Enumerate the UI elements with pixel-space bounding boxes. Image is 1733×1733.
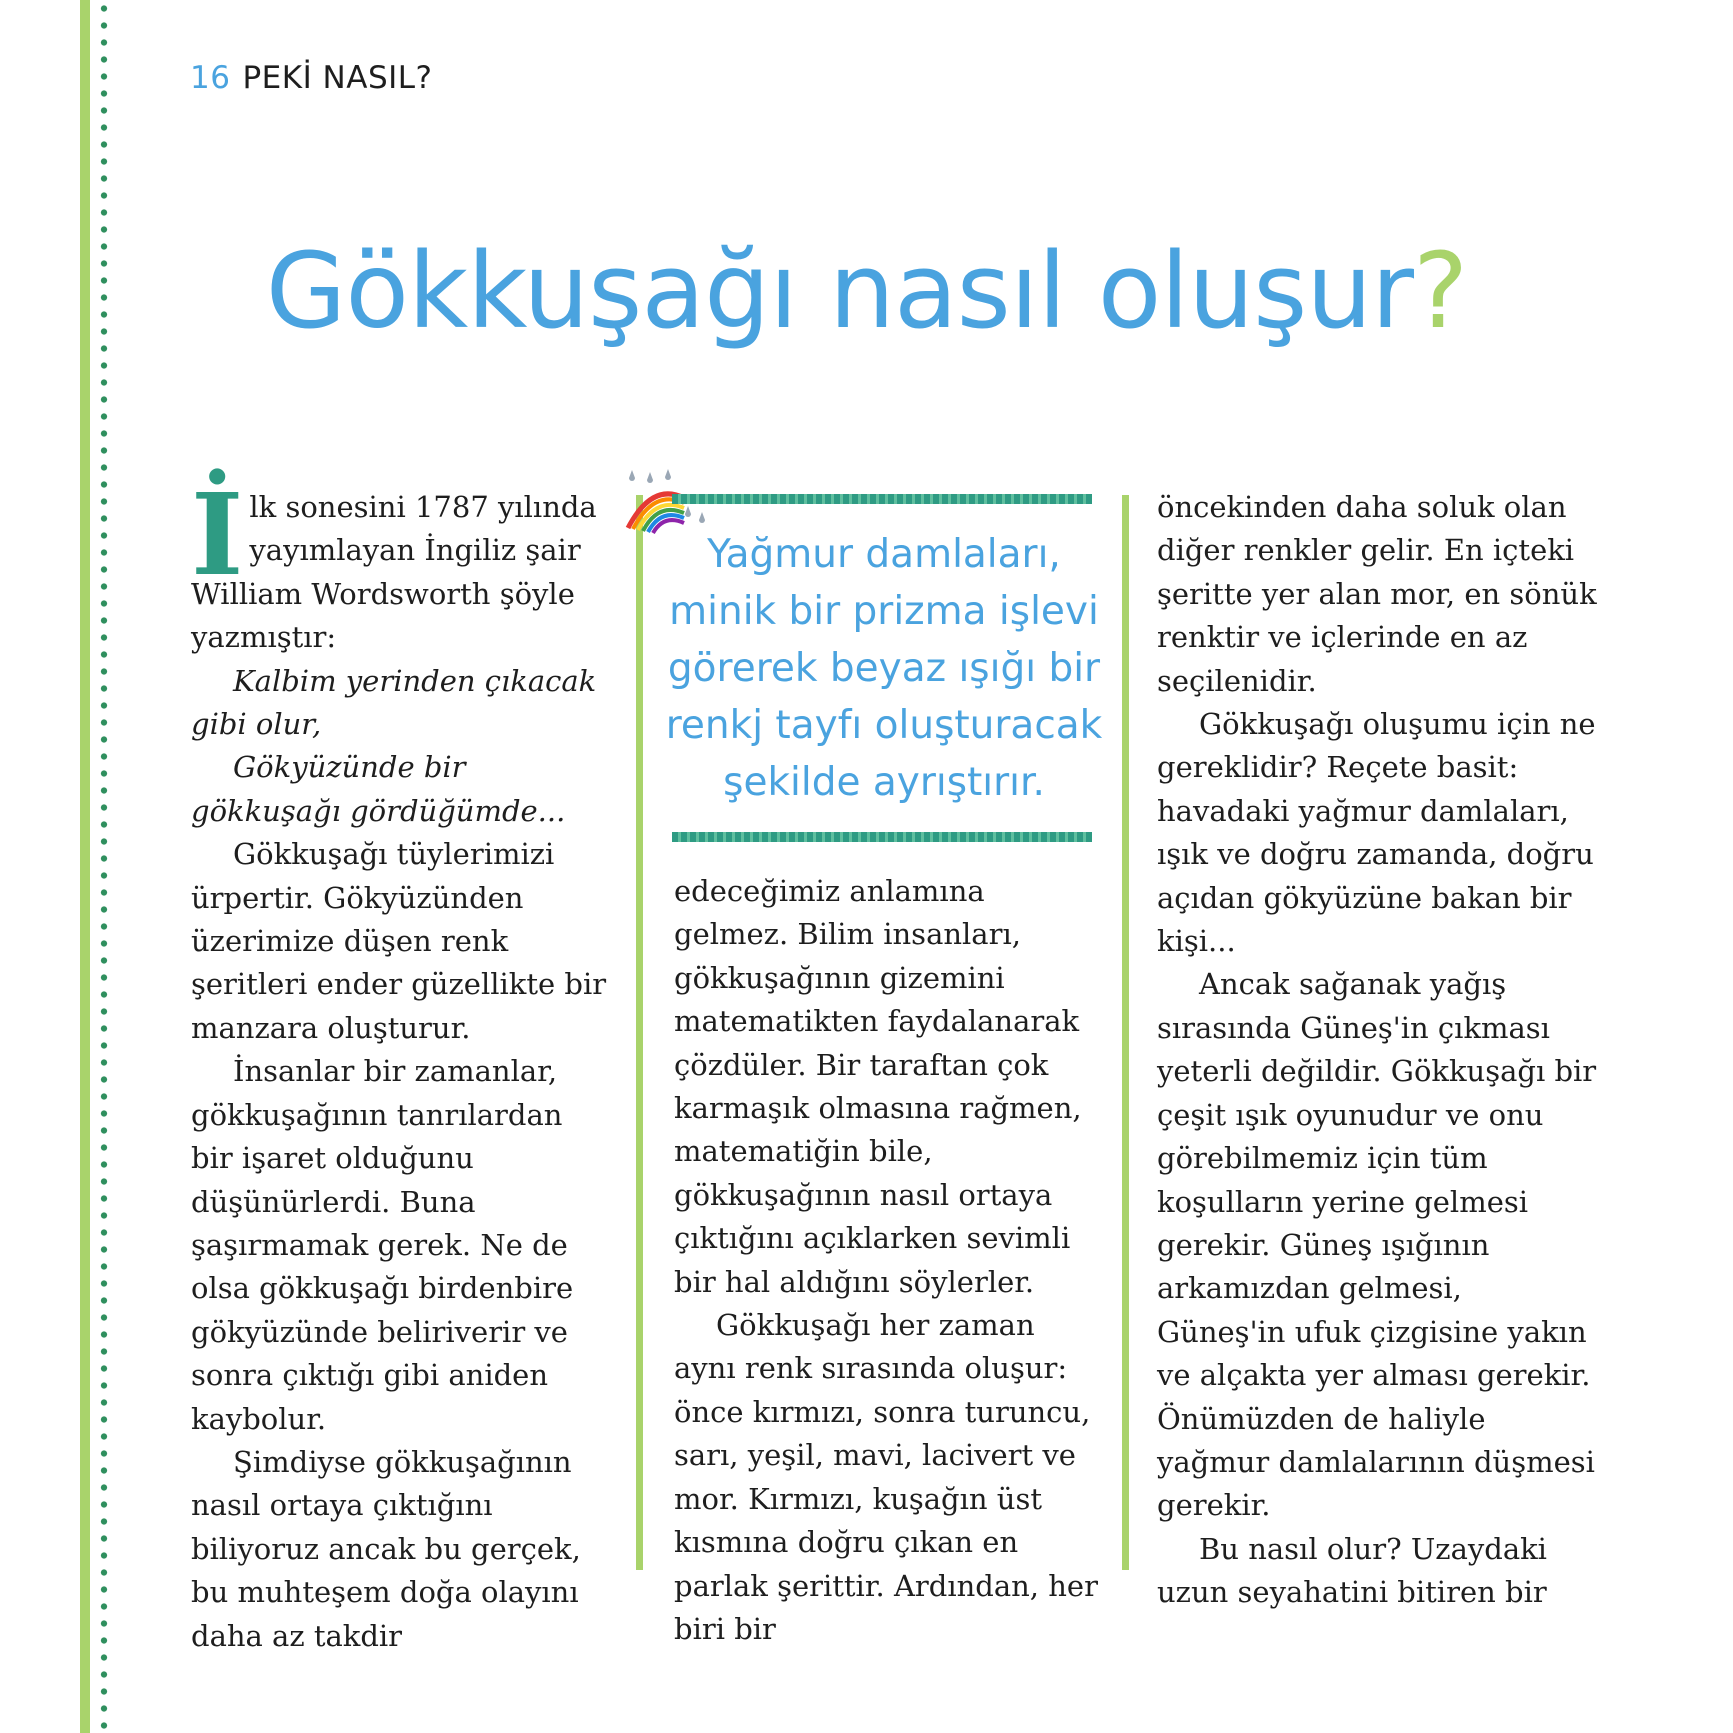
- poem-line-2: Gökyüzünde bir gökkuşağı gördüğümde...: [191, 750, 566, 828]
- column-divider-right: [1122, 495, 1129, 1570]
- poem-line-1: Kalbim yerinden çıkacak gibi olur,: [191, 663, 597, 742]
- pull-quote: Yağmur damlaları, minik bir prizma işlevi görerek beyaz ışığı bir renkj tayfı oluşturacak şekilde ayrıştırır.: [665, 532, 1103, 805]
- col3-paragraph-2: Gökkuşağı oluşumu için ne gereklidir? Reçete basit: havadaki yağmur damlaları, ışık ve doğru zamanda, doğru açıdan gökyüzüne bakan bir kişi...: [1157, 707, 1596, 959]
- column-divider-left: [636, 495, 643, 1570]
- quote-rule-top: [672, 494, 1092, 504]
- col1-paragraph-2: Gökkuşağı tüylerimizi ürpertir. Gökyüzünden üzerimize düşen renk şeritleri ender güzellikte bir manzara oluşturur.: [191, 837, 607, 1045]
- dropcap: İ: [191, 470, 244, 601]
- quote-rule-bottom: [672, 832, 1092, 842]
- col3-paragraph-4: Bu nasıl olur? Uzaydaki uzun seyahatini bitiren bir: [1157, 1531, 1547, 1610]
- col2-paragraph-2: Gökkuşağı her zaman aynı renk sırasında oluşur: önce kırmızı, sonra turuncu, sarı, yeşil, mavi, lacivert ve mor. Kırmızı, kuşağın üst kısmına doğru çıkan en parlak şerittir. Ardından, her biri bir: [674, 1308, 1098, 1646]
- col1-paragraph-4: Şimdiyse gökkuşağının nasıl ortaya çıktığını biliyoruz ancak bu gerçek, bu muhteşem doğa olayını daha az takdir: [191, 1444, 581, 1653]
- section-title: PEKİ NASIL?: [242, 60, 433, 96]
- running-head: [190, 60, 433, 96]
- col1-paragraph-1: lk sonesini 1787 yılında yayımlayan İngiliz şair William Wordsworth şöyle yazmıştır:: [191, 490, 597, 655]
- page-number: 16: [190, 60, 231, 96]
- col3-paragraph-1: öncekinden daha soluk olan diğer renkler gelir. En içteki şeritte yer alan mor, en sönük renktir ve içlerinde en az seçilenidir.: [1157, 490, 1597, 698]
- page-title: [0, 230, 1733, 352]
- col3-paragraph-3: Ancak sağanak yağış sırasında Güneş'in çıkması yeterli değildir. Gökkuşağı bir çeşit ışık oyunudur ve onu görebilmemiz için tüm koşulların yerine gelmesi gerekir. Güneş ışığının arkamızdan gelmesi, Güneş'in ufuk çizgisine yakın ve alçakta yer alması gerekir. Önümüzden de haliyle yağmur damlalarının düşmesi gerekir.: [1157, 967, 1597, 1523]
- title-text: Gökkuşağı nasıl oluşur: [265, 230, 1414, 352]
- text-column-1: [191, 470, 611, 1658]
- text-column-2: [674, 870, 1104, 1651]
- text-column-3: [1157, 486, 1597, 1615]
- col1-paragraph-3: İnsanlar bir zamanlar, gökkuşağının tanrılardan bir işaret olduğunu düşünürlerdi. Buna şaşırmamak gerek. Ne de olsa gökkuşağı birdenbire gökyüzünde beliriverir ve sonra çıktığı gibi aniden kaybolur.: [191, 1054, 574, 1436]
- col2-paragraph-1: edeceğimiz anlamına gelmez. Bilim insanları, gökkuşağının gizemini matematikten faydalanarak çözdüler. Bir taraftan çok karmaşık olmasına rağmen, matematiğin bile, gökkuşağının nasıl ortaya çıktığını açıklarken sevimli bir hal aldığını söylerler.: [674, 874, 1082, 1299]
- title-question-mark: ?: [1413, 230, 1468, 352]
